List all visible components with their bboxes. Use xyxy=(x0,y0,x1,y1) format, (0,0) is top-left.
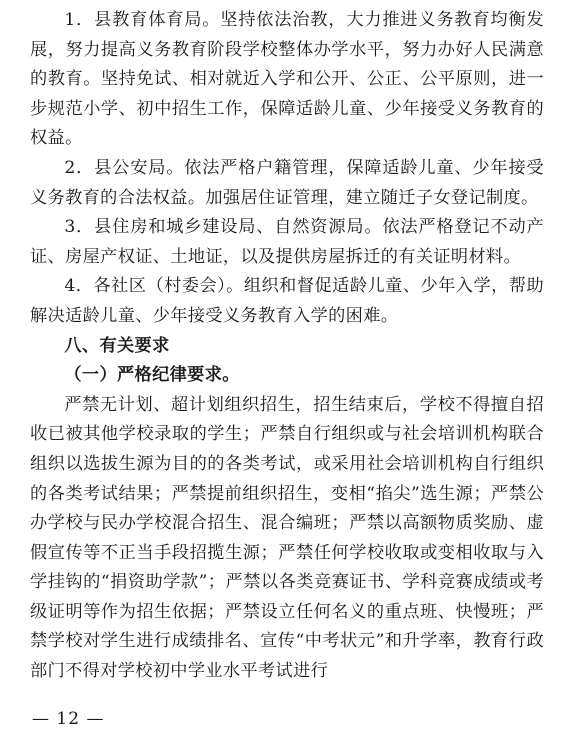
document-body xyxy=(30,6,544,687)
subsection-heading: （一）严格纪律要求。 xyxy=(64,365,240,386)
paragraph-community-committees: 4．各社区（村委会）。组织和督促适龄儿童、少年入学，帮助解决适龄儿童、少年接受义务教育入学的困难。 xyxy=(30,276,544,326)
section-heading: 八、有关要求 xyxy=(64,335,170,356)
paragraph-discipline-requirements: 严禁无计划、超计划组织招生，招生结束后，学校不得擅自招收已被其他学校录取的学生；严禁自行组织或与社会培训机构联合组织以选拔生源为目的的各类考试，或采用社会培训机构自行组织的各类考试结果；严禁提前组织招生，变相“掐尖”选生源；严禁公办学校与民办学校混合招生、混合编班；严禁以高额物质奖励、虚假宣传等不正当手段招揽生源；严禁任何学校收取或变相收取与入学挂钩的“捐资助学款”；严禁以各类竞赛证书、学科竞赛成绩或考级证明等作为招生依据；严禁设立任何名义的重点班、快慢班；严禁学校对学生进行成绩排名、宣传“中考状元”和升学率，教育行政部门不得对学校初中学业水平考试进行 xyxy=(30,394,544,682)
paragraph-housing-bureau: 3．县住房和城乡建设局、自然资源局。依法严格登记不动产证、房屋产权证、土地证，以及提供房屋拆迁的有关证明材料。 xyxy=(30,217,544,267)
paragraph-education-bureau: 1．县教育体育局。坚持依法治教，大力推进义务教育均衡发展，努力提高义务教育阶段学校整体办学水平，努力办好人民满意的教育。坚持免试、相对就近入学和公开、公正、公平原则，进一步规范小学、初中招生工作，保障适龄儿童、少年接受义务教育的权益。 xyxy=(30,10,544,149)
paragraph-public-security-bureau: 2．县公安局。依法严格户籍管理，保障适龄儿童、少年接受义务教育的合法权益。加强居住证管理，建立随迁子女登记制度。 xyxy=(30,157,544,208)
page-number: — 12 — xyxy=(32,709,105,729)
